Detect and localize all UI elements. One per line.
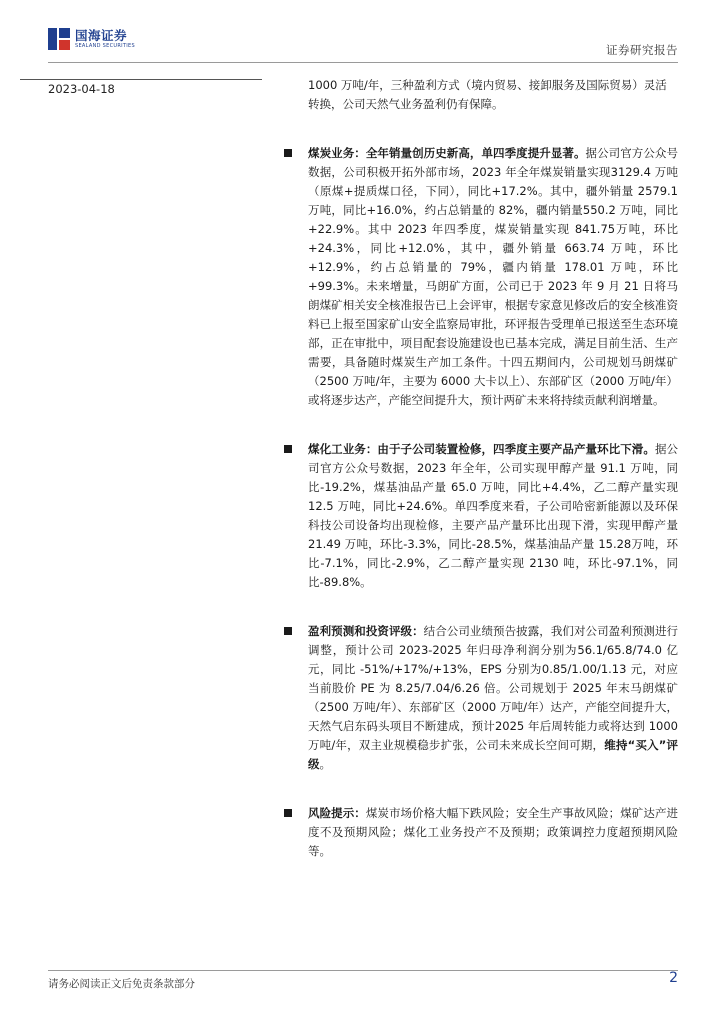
header-divider xyxy=(48,62,678,63)
footer-divider xyxy=(48,970,678,971)
report-type-label: 证券研究报告 xyxy=(606,43,678,57)
section-forecast-rating xyxy=(282,622,678,774)
section-body: 煤炭市场价格大幅下跌风险；安全生产事故风险；煤矿达产进度不及预期风险；煤化工业务投产不及预期；政策调控力度超预期风险等。 xyxy=(308,806,679,858)
section-title: 煤化工业务：由于子公司装置检修，四季度主要产品产量环比下滑。 xyxy=(308,442,655,456)
section-body: 结合公司业绩预告披露，我们对公司盈利预测进行调整，预计公司 2023-2025 年归母净利润分别为56.1/65.8/74.0 亿元，同比 -51%/+17%/+13%，EPS 分别为0.85/1.00/1.13 元，对应当前股价 PE 为 8.25/7.04/6.26 倍。公司规划于 2025 年末马朗煤矿（2500 万吨/年）、东部矿区（2000 万吨/年）达产，产能空间提升大，天然气启东码头项目不断建成，预计2025 年后周转能力或将达到 1000 万吨/年，双主业规模稳步扩张，公司未来成长空间可期， xyxy=(308,624,679,752)
page-number: 2 xyxy=(669,970,678,986)
section-coal-business xyxy=(282,144,678,410)
section-body: 据公司官方公众号数据，2023 年全年，公司实现甲醇产量 91.1 万吨，同比-19.2%，煤基油品产量 65.0 万吨，同比+4.4%，乙二醇产量实现 12.5 万吨，同比+24.6%。单四季度来看，子公司哈密新能源以及环保科技公司设备均出现检修，主要产品产量环比出现下滑，实现甲醇产量 21.49 万吨，环比-3.3%，同比-28.5%，煤基油品产量 15.28万吨，环比-7.1%，同比-2.9%，乙二醇产量实现 2130 吨，环比-97.1%，同比-89.8%。 xyxy=(308,442,679,589)
section-paragraph xyxy=(308,804,678,861)
report-date: 2023-04-18 xyxy=(48,82,115,96)
bullet-square-icon xyxy=(284,809,292,817)
section-coal-chemical-business xyxy=(282,440,678,592)
section-title: 煤炭业务：全年销量创历史新高，单四季度提升显著。 xyxy=(308,146,586,160)
logo-english-name: SEALAND SECURITIES xyxy=(75,43,135,49)
intro-paragraph: 1000 万吨/年，三种盈利方式（境内贸易、接卸服务及国际贸易）灵活转换，公司天然气业务盈利仍有保障。 xyxy=(308,78,667,111)
logo-mark-icon xyxy=(48,28,70,50)
rating-emphasis: 维持“买入”评级 xyxy=(308,738,678,771)
page-header xyxy=(48,28,678,60)
section-paragraph xyxy=(308,622,678,774)
section-paragraph xyxy=(308,440,678,592)
date-divider xyxy=(20,79,262,80)
main-content xyxy=(282,76,678,861)
section-body: 据公司官方公众号数据，公司积极开拓外部市场，2023 年全年煤炭销量实现3129.4 万吨（原煤+提质煤口径，下同），同比+17.2%。其中，疆外销量 2579.1 万吨，同比+16.0%，约占总销量的 82%，疆内销量550.2 万吨，同比+22.9%。其中 2023 年四季度，煤炭销量实现 841.75万吨，环比+24.3%，同比+12.0%，其中，疆外销量 663.74 万吨，环比+12.9%，约占总销量的 79%，疆内销量 178.01 万吨，环比+99.3%。未来增量，马朗矿方面，公司已于 2023 年 9 月 21 日将马朗煤矿相关安全核准报告已上会评审，根据专家意见修改后的安全核准资料已上报至国家矿山安全监察局审批，环评报告受理单已报送至生态环境部，正在审批中，项目配套设施建设也已基本完成，满足目前生活、生产需要，具备随时煤炭生产加工条件。十四五期间内，公司规划马朗煤矿（2500 万吨/年，主要为 6000 大卡以上）、东部矿区（2000 万吨/年）或将逐步达产，产能空间提升大，预计两矿未来将持续贡献利润增量。 xyxy=(308,146,678,407)
disclaimer-note: 请务必阅读正文后免责条款部分 xyxy=(48,978,195,990)
bullet-square-icon xyxy=(284,149,292,157)
section-tail: 。 xyxy=(319,757,331,771)
bullet-square-icon xyxy=(284,445,292,453)
bullet-square-icon xyxy=(284,627,292,635)
section-title: 风险提示： xyxy=(308,806,366,820)
section-title: 盈利预测和投资评级： xyxy=(308,624,424,638)
section-risk-warning xyxy=(282,804,678,861)
company-logo xyxy=(48,28,135,50)
logo-name: 国海证券 xyxy=(75,28,128,43)
section-paragraph xyxy=(308,144,678,410)
